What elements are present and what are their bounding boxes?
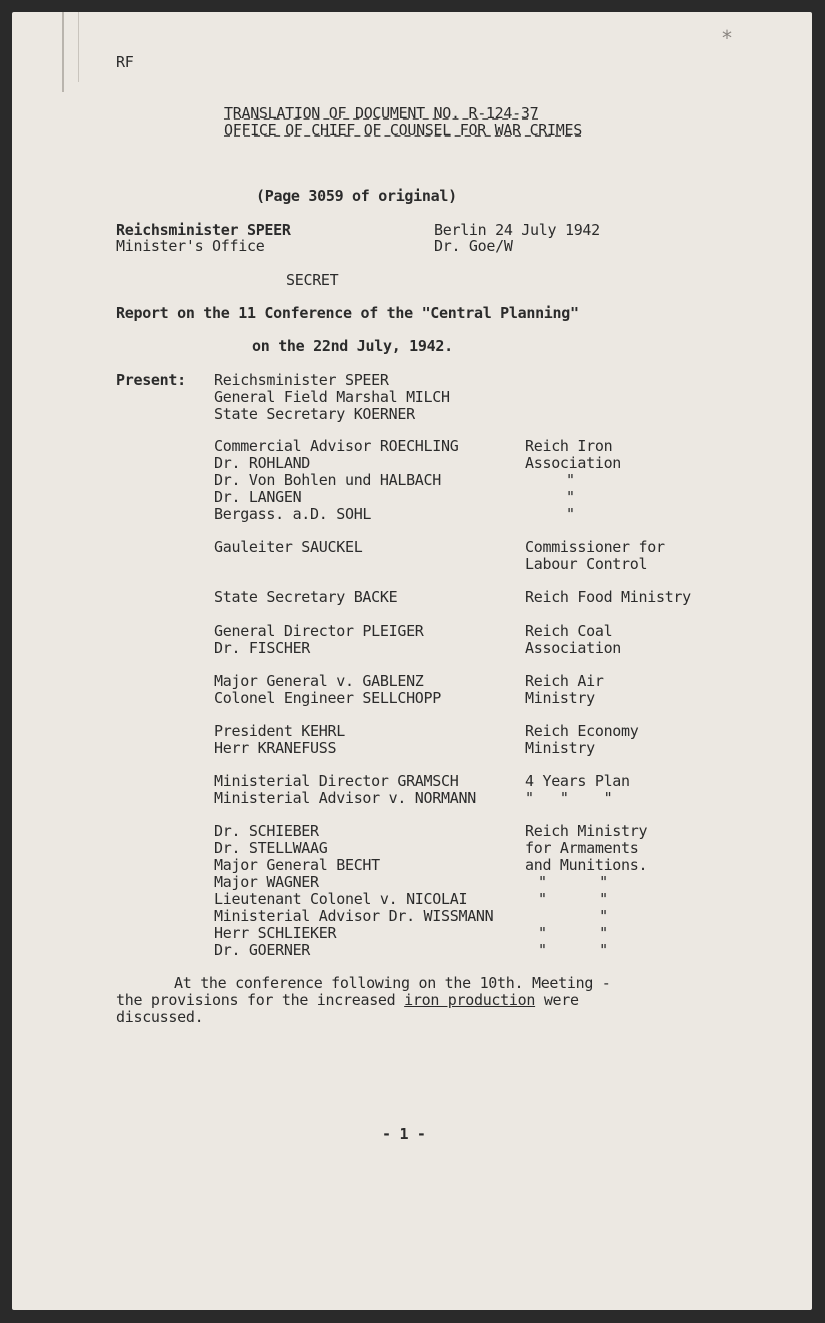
attendee-name: Bergass. a.D. SOHL bbox=[214, 505, 372, 523]
ditto-mark: " " bbox=[538, 873, 608, 891]
asterisk-mark: * bbox=[722, 26, 732, 50]
attendee-org: Association bbox=[525, 639, 622, 657]
attendee-name: President KEHRL bbox=[214, 722, 345, 740]
closing-line-3: discussed. bbox=[116, 1008, 204, 1026]
attendee-name: Ministerial Director GRAMSCH bbox=[214, 772, 459, 790]
attendee-org: Reich Air bbox=[525, 672, 604, 690]
present-name: General Field Marshal MILCH bbox=[214, 388, 450, 406]
attendee-name: Commercial Advisor ROECHLING bbox=[214, 437, 459, 455]
attendee-org: for Armaments bbox=[525, 839, 639, 857]
document-page bbox=[12, 12, 812, 1310]
report-title: Report on the 11 Conference of the "Central Planning" bbox=[116, 304, 579, 322]
ditto-mark: " bbox=[538, 907, 608, 925]
page-reference: (Page 3059 of original) bbox=[256, 187, 457, 205]
closing-line-1: At the conference following on the 10th. Meeting - bbox=[174, 974, 611, 992]
attendee-name: Major General BECHT bbox=[214, 856, 380, 874]
attendee-name: Dr. ROHLAND bbox=[214, 454, 311, 472]
attendee-name: State Secretary BACKE bbox=[214, 588, 398, 606]
attendee-name: Dr. LANGEN bbox=[214, 488, 302, 506]
attendee-org: Reich Ministry bbox=[525, 822, 648, 840]
sender-line-2: Minister's Office bbox=[116, 237, 265, 255]
punch-mark-2 bbox=[78, 12, 79, 82]
attendee-org: Reich Coal bbox=[525, 622, 613, 640]
attendee-org: " " " bbox=[525, 789, 613, 807]
ditto-mark: " bbox=[566, 471, 575, 489]
present-name: Reichsminister SPEER bbox=[214, 371, 389, 389]
ditto-mark: " " bbox=[538, 924, 608, 942]
attendee-name: Herr KRANEFUSS bbox=[214, 739, 337, 757]
attendee-name: Dr. GOERNER bbox=[214, 941, 311, 959]
attendee-name: Major WAGNER bbox=[214, 873, 319, 891]
attendee-org: Association bbox=[525, 454, 622, 472]
attendee-org: Reich Food Ministry bbox=[525, 588, 691, 606]
attendee-name: Major General v. GABLENZ bbox=[214, 672, 424, 690]
report-date: on the 22nd July, 1942. bbox=[252, 337, 453, 355]
attendee-org: Ministry bbox=[525, 739, 595, 757]
closing-line-2 bbox=[116, 992, 579, 1009]
present-name: State Secretary KOERNER bbox=[214, 405, 415, 423]
closing-text: were bbox=[535, 991, 579, 1009]
ditto-mark: " bbox=[566, 488, 575, 506]
attendee-name: Ministerial Advisor Dr. WISSMANN bbox=[214, 907, 494, 925]
place-date: Berlin 24 July 1942 bbox=[434, 221, 600, 239]
ditto-mark: " bbox=[566, 505, 575, 523]
attendee-name: Gauleiter SAUCKEL bbox=[214, 538, 363, 556]
attendee-org: Ministry bbox=[525, 689, 595, 707]
corner-mark: RF bbox=[116, 53, 134, 71]
ditto-mark: " " bbox=[538, 890, 608, 908]
attendee-org: 4 Years Plan bbox=[525, 772, 630, 790]
attendee-name: Lieutenant Colonel v. NICOLAI bbox=[214, 890, 468, 908]
attendee-name: General Director PLEIGER bbox=[214, 622, 424, 640]
attendee-name: Colonel Engineer SELLCHOPP bbox=[214, 689, 442, 707]
punch-mark bbox=[62, 12, 64, 92]
attendee-name: Dr. Von Bohlen und HALBACH bbox=[214, 471, 442, 489]
secret-label: SECRET bbox=[286, 271, 339, 289]
page-number: - 1 - bbox=[382, 1125, 426, 1143]
attendee-name: Ministerial Advisor v. NORMANN bbox=[214, 789, 476, 807]
iron-production-underlined: iron production bbox=[404, 991, 536, 1009]
closing-text: the provisions for the increased bbox=[116, 991, 405, 1009]
present-label: Present: bbox=[116, 371, 186, 389]
attendee-name: Herr SCHLIEKER bbox=[214, 924, 337, 942]
attendee-org: Reich Iron bbox=[525, 437, 613, 455]
ditto-mark: " " bbox=[538, 941, 608, 959]
attendee-name: Dr. FISCHER bbox=[214, 639, 311, 657]
attendee-org: Labour Control bbox=[525, 555, 648, 573]
attendee-name: Dr. SCHIEBER bbox=[214, 822, 319, 840]
attendee-org: Reich Economy bbox=[525, 722, 639, 740]
attendee-org: and Munitions. bbox=[525, 856, 648, 874]
header-line-1: TRANSLATION OF DOCUMENT NO. R-124-37 bbox=[224, 104, 539, 122]
attendee-org: Commissioner for bbox=[525, 538, 665, 556]
attendee-name: Dr. STELLWAAG bbox=[214, 839, 328, 857]
sender-line-1: Reichsminister SPEER bbox=[116, 221, 291, 239]
reference: Dr. Goe/W bbox=[434, 237, 513, 255]
header-line-2: OFFICE OF CHIEF OF COUNSEL FOR WAR CRIMES bbox=[224, 121, 582, 139]
